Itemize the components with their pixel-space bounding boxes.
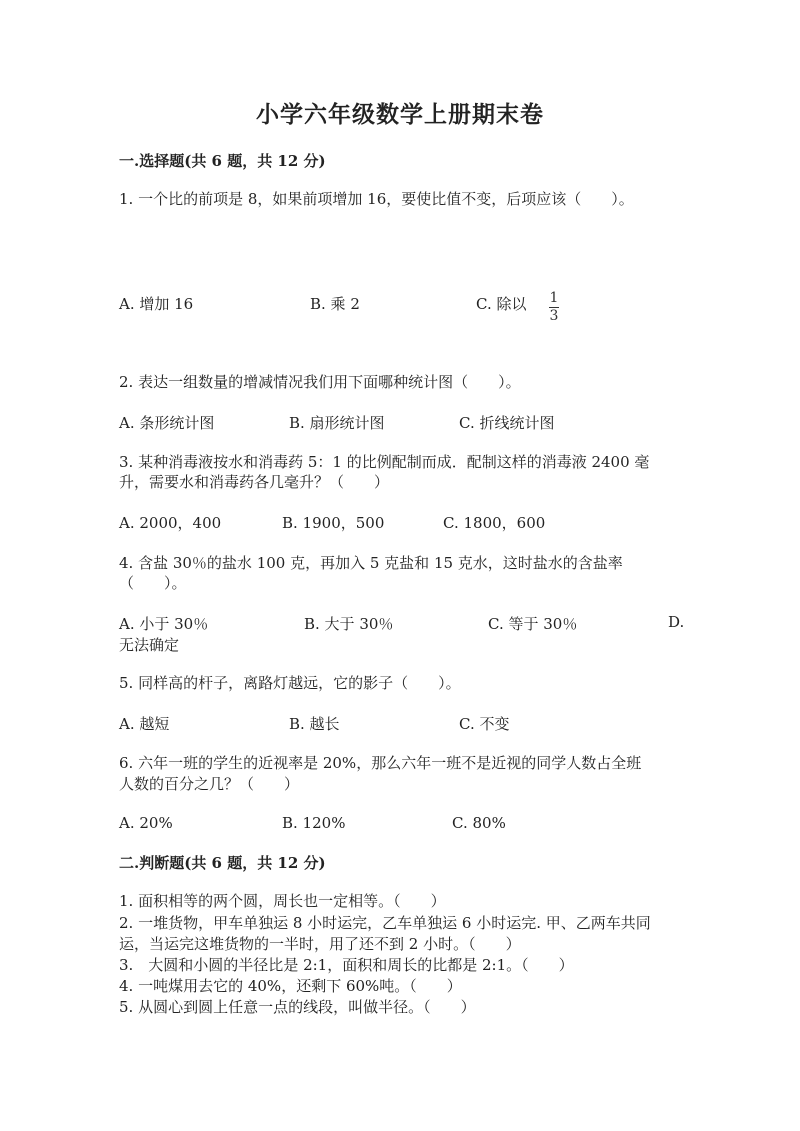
judge-item-1: 1. 面积相等的两个圆，周长也一定相等。（ ） xyxy=(119,892,446,910)
section-heading-choice: 一.选择题(共 6 题，共 12 分) xyxy=(119,152,326,170)
q1-option-a[interactable]: A. 增加 16 xyxy=(119,295,194,313)
q4-option-a[interactable]: A. 小于 30％ xyxy=(119,615,209,633)
question-3-line-1: 3. 某种消毒液按水和消毒药 5：1 的比例配制而成．配制这样的消毒液 2400 毫 xyxy=(119,453,650,471)
q6-option-c[interactable]: C. 80% xyxy=(452,814,506,832)
judge-item-5: 5. 从圆心到圆上任意一点的线段，叫做半径。（ ） xyxy=(119,998,476,1016)
question-3-line-2: 升，需要水和消毒药各几毫升？（ ） xyxy=(119,473,390,491)
q3-option-c[interactable]: C. 1800，600 xyxy=(443,514,546,532)
fraction-numerator: 1 xyxy=(549,290,559,306)
q1-option-c[interactable]: C. 除以 xyxy=(476,295,527,313)
q5-option-c[interactable]: C. 不变 xyxy=(459,715,510,733)
question-6-line-2: 人数的百分之几？（ ） xyxy=(119,775,300,793)
question-4-line-1: 4. 含盐 30％的盐水 100 克，再加入 5 克盐和 15 克水，这时盐水的含盐率 xyxy=(119,554,623,572)
question-5-text: 5. 同样高的杆子，离路灯越远，它的影子（ ）。 xyxy=(119,674,461,692)
q5-option-a[interactable]: A. 越短 xyxy=(119,715,170,733)
q6-option-b[interactable]: B. 120% xyxy=(282,814,346,832)
page-title: 小学六年级数学上册期末卷 xyxy=(256,101,544,128)
q3-option-a[interactable]: A. 2000，400 xyxy=(119,514,222,532)
q4-option-c[interactable]: C. 等于 30％ xyxy=(488,615,578,633)
q3-option-b[interactable]: B. 1900，500 xyxy=(282,514,385,532)
question-1-text: 1. 一个比的前项是 8，如果前项增加 16，要使比值不变，后项应该（ ）。 xyxy=(119,190,634,208)
judge-item-2-line-2: 运，当运完这堆货物的一半时，用了还不到 2 小时。（ ） xyxy=(119,935,521,953)
q1-option-b[interactable]: B. 乘 2 xyxy=(310,295,360,313)
q2-option-a[interactable]: A. 条形统计图 xyxy=(119,414,215,432)
fraction-denominator: 3 xyxy=(549,308,559,324)
judge-item-3: 3. 大圆和小圆的半径比是 2:1，面积和周长的比都是 2:1。（ ） xyxy=(119,956,574,974)
q5-option-b[interactable]: B. 越长 xyxy=(289,715,340,733)
question-6-line-1: 6. 六年一班的学生的近视率是 20%，那么六年一班不是近视的同学人数占全班 xyxy=(119,754,642,772)
q1-option-c-fraction xyxy=(549,287,559,324)
question-2-text: 2. 表达一组数量的增减情况我们用下面哪种统计图（ ）。 xyxy=(119,373,521,391)
q4-option-b[interactable]: B. 大于 30％ xyxy=(304,615,394,633)
q6-option-a[interactable]: A. 20% xyxy=(119,814,173,832)
q4-option-d-text: 无法确定 xyxy=(119,636,180,654)
q4-option-d[interactable]: D. xyxy=(668,613,685,631)
q2-option-b[interactable]: B. 扇形统计图 xyxy=(289,414,385,432)
q2-option-c[interactable]: C. 折线统计图 xyxy=(459,414,555,432)
judge-item-4: 4. 一吨煤用去它的 40%，还剩下 60%吨。（ ） xyxy=(119,977,462,995)
section-heading-judge: 二.判断题(共 6 题，共 12 分) xyxy=(119,854,326,872)
judge-item-2-line-1: 2. 一堆货物，甲车单独运 8 小时运完，乙车单独运 6 小时运完. 甲、乙两车共同 xyxy=(119,914,651,932)
question-4-line-2: （ ）。 xyxy=(119,574,187,592)
